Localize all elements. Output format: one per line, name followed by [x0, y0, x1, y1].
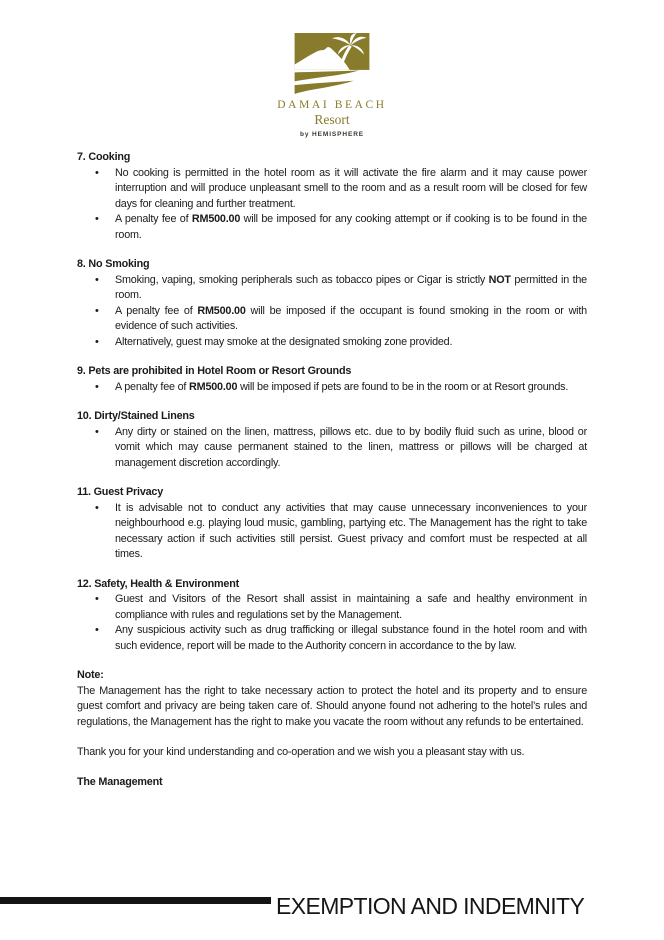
bullet-item: • A penalty fee of RM500.00 will be imposed if pets are found to be in the room or at Resort grounds.	[115, 380, 587, 396]
sections	[77, 150, 587, 654]
signoff-text: The Management	[77, 775, 163, 788]
bullet-list	[77, 592, 587, 654]
bullet-item: • Guest and Visitors of the Resort shall assist in maintaining a safe and healthy environment in compliance with rules and regulations set by the Management.	[115, 592, 587, 623]
section-title: 7. Cooking	[77, 151, 131, 163]
bullet-list	[77, 166, 587, 244]
bullet-item: • No cooking is permitted in the hotel room as it will activate the fire alarm and it may cause power interruption and will produce unpleasant smell to the room and as a result room will be closed for few days for cleaning and further treatment.	[115, 166, 587, 213]
document-section	[77, 485, 587, 563]
note-label: Note:	[77, 669, 104, 681]
note-text: The Management has the right to take necessary action to protect the hotel and its property and to ensure guest comfort and privacy are being taken care of. Should anyone found not adhering to the hotel’s rules and regulations, the Management has the right to make you vacate the room without any refunds to be entertained.	[77, 684, 587, 728]
bullet-item: • Smoking, vaping, smoking peripherals such as tobacco pipes or Cigar is strictly NOT permitted in the room.	[115, 273, 587, 304]
brand-name: DAMAI BEACH	[277, 99, 387, 111]
document-section	[77, 364, 587, 395]
bullet-item: • Any dirty or stained on the linen, mattress, pillows etc. due to by bodily fluid such as urine, blood or vomit which may cause permanent stained to the linen, mattress or pillows will be charged at management discretion accordingly.	[115, 425, 587, 472]
section-title: 9. Pets are prohibited in Hotel Room or Resort Grounds	[77, 365, 352, 377]
bullet-item: • It is advisable not to conduct any activities that may cause unnecessary inconveniences to your neighbourhood e.g. playing loud music, gambling, partying etc. The Management has the right to take necessary action if such activities still persist. Guest privacy and comfort must be respected at all times.	[115, 501, 587, 563]
bullet-item: • A penalty fee of RM500.00 will be imposed for any cooking attempt or if cooking is to be found in the room.	[115, 212, 587, 243]
brand-byline: by HEMISPHERE	[299, 131, 365, 138]
bullet-item: • A penalty fee of RM500.00 will be imposed if the occupant is found smoking in the room or with evidence of such activities.	[115, 304, 587, 335]
bullet-list	[77, 273, 587, 351]
section-title: 10. Dirty/Stained Linens	[77, 410, 195, 422]
footer-divider-bar	[0, 897, 271, 904]
document-section	[77, 150, 587, 243]
bullet-list	[77, 425, 587, 472]
section-title: 8. No Smoking	[77, 258, 150, 270]
document-section	[77, 409, 587, 471]
palm-beach-logo-icon	[294, 33, 370, 95]
footer-section-title: EXEMPTION AND INDEMNITY	[276, 893, 585, 919]
note-block	[77, 668, 587, 730]
bullet-list	[77, 380, 587, 396]
policy-content	[77, 150, 587, 790]
bullet-item: • Any suspicious activity such as drug trafficking or illegal substance found in the hotel room and with such evidence, report will be made to the Authority concern in accordance to the by law.	[115, 623, 587, 654]
bullet-list	[77, 501, 587, 563]
section-title: 11. Guest Privacy	[77, 486, 164, 498]
section-title: 12. Safety, Health & Environment	[77, 577, 239, 590]
document-section	[77, 257, 587, 350]
thanks-text: Thank you for your kind understanding and co-operation and we wish you a pleasant stay with us.	[77, 746, 525, 758]
brand-resort: Resort	[314, 112, 350, 127]
bullet-item: • Alternatively, guest may smoke at the designated smoking zone provided.	[115, 335, 587, 351]
document-section	[77, 577, 587, 655]
resort-logo	[0, 33, 664, 138]
